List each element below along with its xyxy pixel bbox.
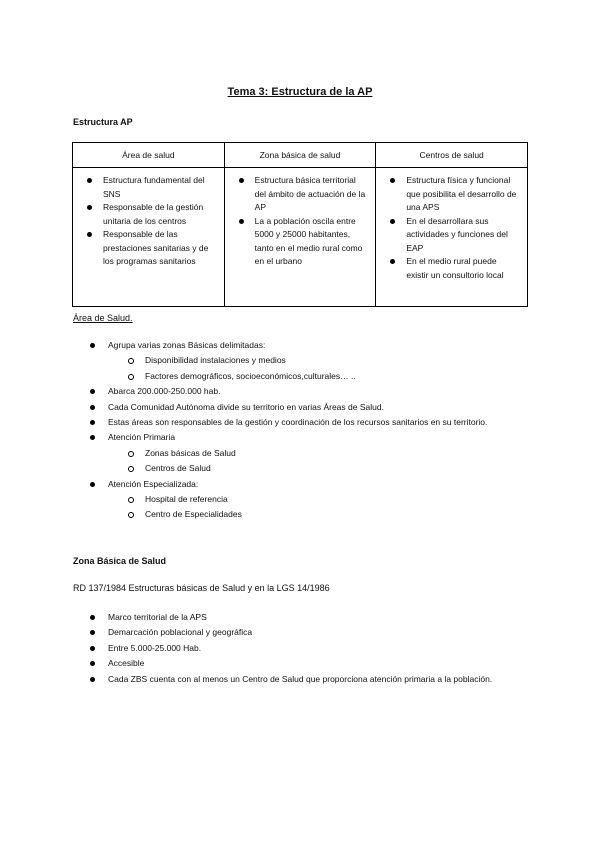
list-item: Estas áreas son responsables de la gestión y coordinación de los recursos sanitarios en su territorio. xyxy=(0,415,518,430)
list-item: Cada ZBS cuenta con al menos un Centro de Salud que proporciona atención primaria a la población. xyxy=(0,672,518,687)
list-item: Demarcación poblacional y geográfica xyxy=(0,625,518,640)
table-header: Área de salud xyxy=(73,143,225,168)
structure-table xyxy=(72,142,528,307)
list-item: Atención Especializada: xyxy=(0,477,518,492)
table-cell-area-salud xyxy=(73,168,225,307)
section-heading-estructura-ap: Estructura AP xyxy=(73,117,133,127)
table-row xyxy=(73,168,528,307)
list-item: Abarca 200.000-250.000 hab. xyxy=(0,384,518,399)
list-item: Zonas básicas de Salud xyxy=(0,446,600,461)
list-item: Estructura física y funcional que posibilita el desarrollo de una APS xyxy=(384,174,519,215)
list-item: Accesible xyxy=(0,656,518,671)
list-item: Centro de Especialidades xyxy=(0,507,600,522)
list-item: En el desarrollara sus actividades y funciones del EAP xyxy=(384,215,519,256)
page-title: Tema 3: Estructura de la AP xyxy=(227,86,373,98)
cell-bullet-list xyxy=(81,174,216,269)
cell-bullet-list xyxy=(233,174,368,269)
zona-basica-list xyxy=(0,610,600,687)
list-item: En el medio rural puede existir un consultorio local xyxy=(384,255,519,282)
list-item: Hospital de referencia xyxy=(0,492,600,507)
list-item: Estructura básica territorial del ámbito de actuación de la AP xyxy=(233,174,368,215)
list-item: Estructura fundamental del SNS xyxy=(81,174,216,201)
table-header-row xyxy=(73,143,528,168)
list-item: Marco territorial de la APS xyxy=(0,610,518,625)
table-header: Centros de salud xyxy=(376,143,528,168)
list-item: Factores demográficos, socioeconómicos,culturales… .. xyxy=(0,369,600,384)
list-item: Atención Primaria xyxy=(0,430,518,445)
list-item: Responsable de la gestión unitaria de los centros xyxy=(81,201,216,228)
cell-bullet-list xyxy=(384,174,519,282)
table-cell-zona-basica xyxy=(224,168,376,307)
list-item: Responsable de las prestaciones sanitarias y de los programas sanitarios xyxy=(81,228,216,269)
legal-reference: RD 137/1984 Estructuras básicas de Salud y en la LGS 14/1986 xyxy=(73,583,330,593)
list-item: La a población oscila entre 5000 y 25000 habitantes, tanto en el medio rural como en el urbano xyxy=(233,215,368,269)
list-item: Disponibilidad instalaciones y medios xyxy=(0,353,600,368)
list-item: Centros de Salud xyxy=(0,461,600,476)
list-item: Entre 5.000-25.000 Hab. xyxy=(0,641,518,656)
list-item: Cada Comunidad Autónoma divide su territorio en varias Áreas de Salud. xyxy=(0,400,518,415)
area-salud-list xyxy=(0,338,600,523)
section-heading-zona-basica: Zona Básica de Salud xyxy=(73,556,167,566)
list-item: Agrupa varias zonas Básicas delimitadas: xyxy=(0,338,518,353)
table-cell-centros-salud xyxy=(376,168,528,307)
section-heading-area-salud: Área de Salud. xyxy=(73,313,133,323)
table-header: Zona básica de salud xyxy=(224,143,376,168)
